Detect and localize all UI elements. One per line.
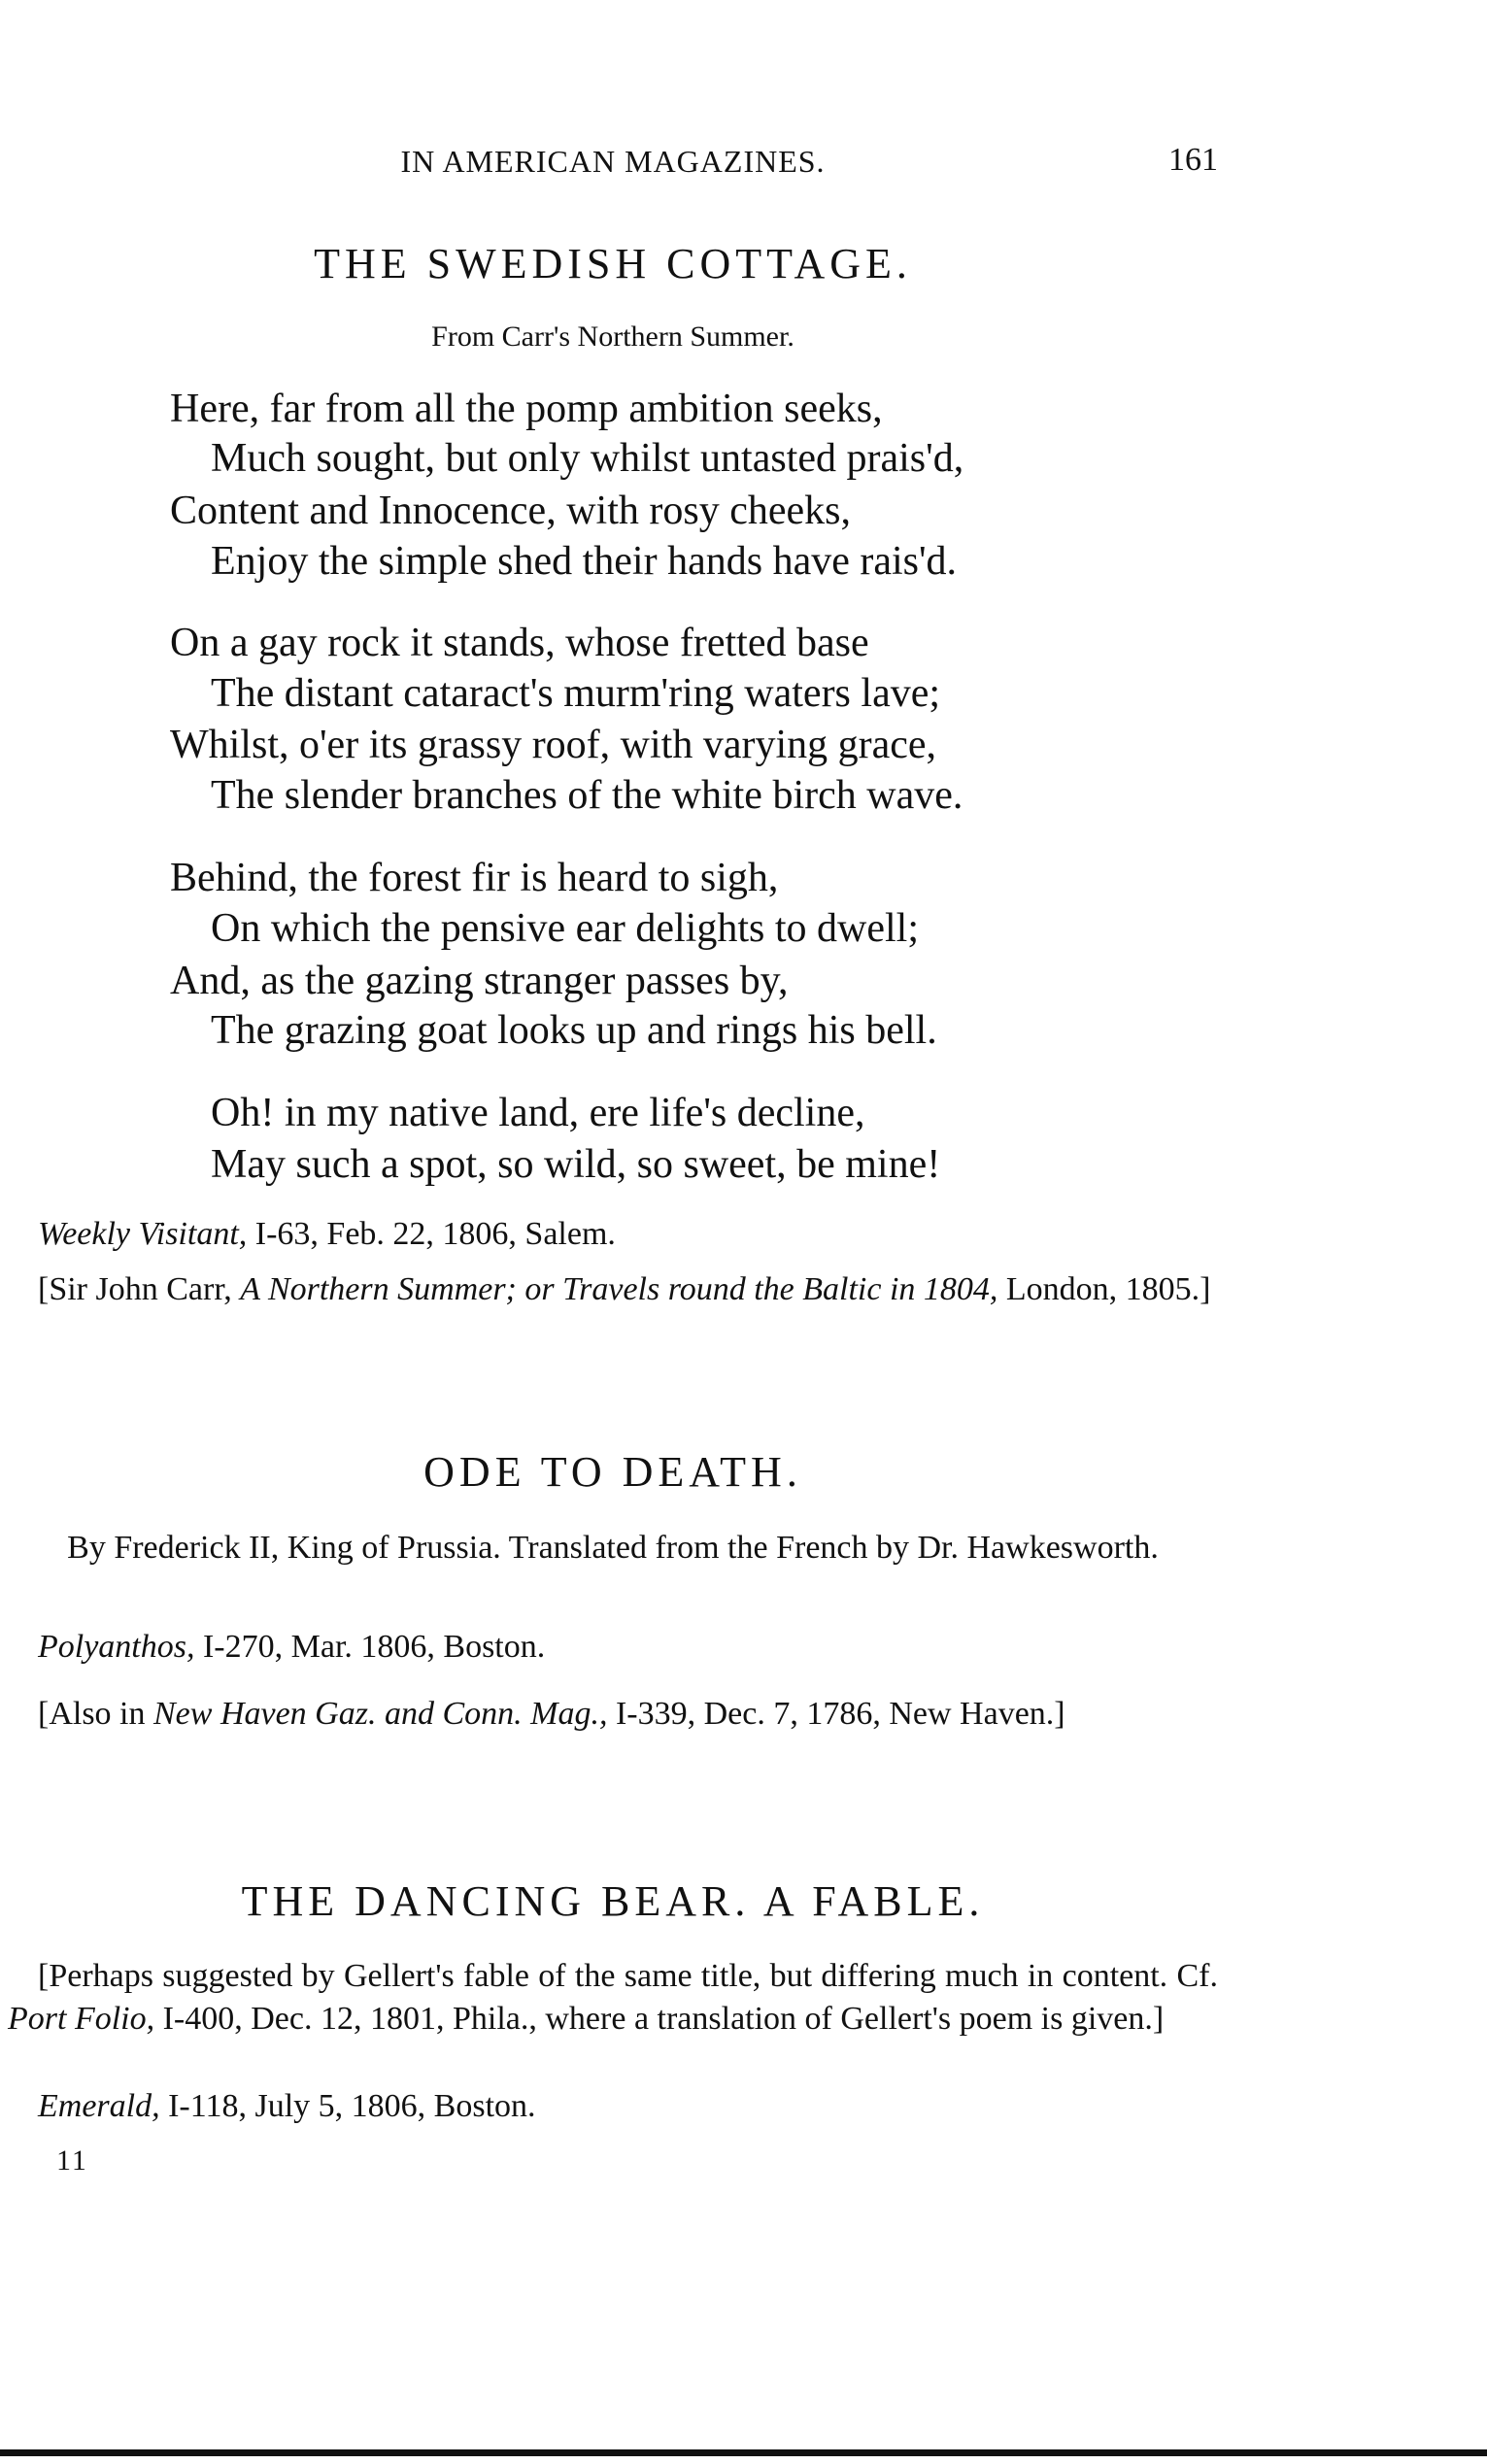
note-text: [Perhaps suggested by Gellert's fable of the same title, but differing much in content. Cf. [38, 1958, 1218, 1994]
editorial-note [8, 1690, 1218, 1738]
signature-mark: 11 [56, 2144, 88, 2177]
poem-line: Here, far from all the pomp ambition seeks, [170, 387, 883, 431]
poem-line: Content and Innocence, with rosy cheeks, [170, 489, 851, 533]
citation-details: I-118, July 5, 1806, Boston. [159, 2088, 536, 2124]
citation [38, 1216, 616, 1253]
note-text: London, 1805.] [997, 1271, 1211, 1307]
poem-line: On a gay rock it stands, whose fretted base [170, 621, 869, 665]
note-italic: Port Folio, [8, 2001, 155, 2037]
poem-line: On which the pensive ear delights to dwell; [211, 906, 919, 951]
section-title: THE SWEDISH COTTAGE. [314, 240, 912, 287]
citation-details: I-63, Feb. 22, 1806, Salem. [247, 1216, 616, 1252]
running-title: IN AMERICAN MAGAZINES. [400, 144, 826, 179]
poem-line: May such a spot, so wild, so sweet, be mine! [211, 1142, 941, 1187]
poem-line: And, as the gazing stranger passes by, [170, 959, 789, 1003]
note-text: [Also in [38, 1696, 153, 1732]
poem-line: The distant cataract's murm'ring waters lave; [211, 671, 941, 716]
poem-line: Whilst, o'er its grassy roof, with varying grace, [170, 723, 937, 767]
section-subtitle: From Carr's Northern Summer. [431, 321, 794, 353]
note-text: I-400, Dec. 12, 1801, Phila., where a translation of Gellert's poem is given.] [154, 2001, 1165, 2037]
poem-line: Oh! in my native land, ere life's decline, [211, 1091, 865, 1135]
section-title: ODE TO DEATH. [423, 1448, 802, 1496]
byline: By Frederick II, King of Prussia. Translated from the French by Dr. Hawkesworth. [67, 1530, 1159, 1566]
note-italic: A Northern Summer; or Travels round the Baltic in 1804, [240, 1271, 998, 1307]
poem-line: Enjoy the simple shed their hands have rais'd. [211, 539, 958, 584]
note-text: [Sir John Carr, [38, 1271, 241, 1307]
poem-line: The slender branches of the white birch wave. [211, 773, 963, 818]
poem-line: The grazing goat looks up and rings his bell. [211, 1008, 937, 1053]
editorial-note [8, 1265, 1218, 1315]
note-text: I-339, Dec. 7, 1786, New Haven.] [607, 1696, 1065, 1732]
journal-name: Polyanthos, [38, 1629, 195, 1665]
note-italic: New Haven Gaz. and Conn. Mag., [153, 1696, 608, 1732]
poem-line: Behind, the forest fir is heard to sigh, [170, 856, 779, 900]
bottom-edge-rule [0, 2449, 1487, 2456]
journal-name: Weekly Visitant, [38, 1216, 248, 1252]
poem-line: Much sought, but only whilst untasted prais'd, [211, 436, 964, 481]
citation [38, 1629, 545, 1666]
citation-details: I-270, Mar. 1806, Boston. [194, 1629, 546, 1665]
editorial-note [8, 1955, 1218, 2041]
page-number: 161 [1168, 142, 1218, 178]
section-title: THE DANCING BEAR. A FABLE. [241, 1877, 985, 1925]
citation [38, 2088, 536, 2125]
journal-name: Emerald, [38, 2088, 160, 2124]
